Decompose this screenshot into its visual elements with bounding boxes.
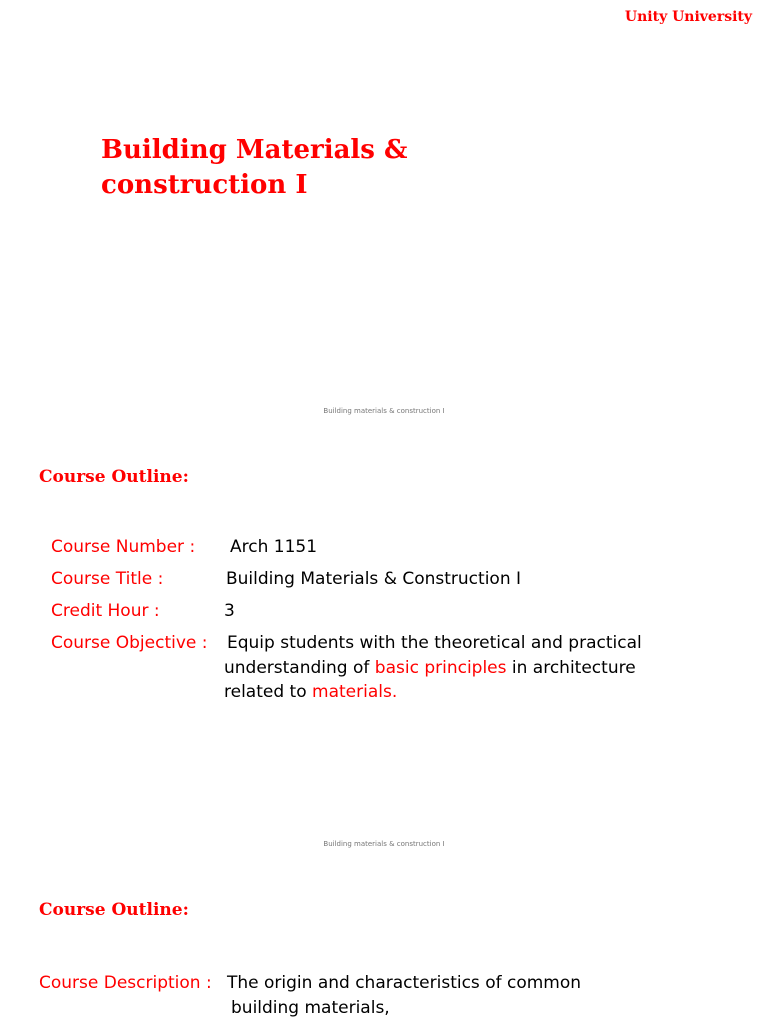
course-objective-line-3 xyxy=(224,682,397,702)
objective-text: in architecture xyxy=(506,658,636,678)
title-line-2: construction I xyxy=(101,170,308,200)
course-description-line-2: building materials, xyxy=(231,998,390,1018)
highlight-basic-principles: basic principles xyxy=(374,658,507,678)
course-title-value: Building Materials & Construction I xyxy=(226,569,522,589)
highlight-materials: materials. xyxy=(312,682,398,702)
course-description-label: Course Description : xyxy=(39,973,212,993)
objective-text: understanding of xyxy=(224,658,375,678)
objective-text: related to xyxy=(224,682,313,702)
course-objective-line-1: Equip students with the theoretical and practical xyxy=(227,633,642,653)
credit-hour-label: Credit Hour : xyxy=(51,601,160,621)
page-title xyxy=(101,133,407,203)
title-line-1: Building Materials & xyxy=(101,135,408,165)
slide-footer-1: Building materials & construction I xyxy=(323,407,445,415)
course-number-value: Arch 1151 xyxy=(230,537,318,557)
credit-hour-value: 3 xyxy=(224,601,235,621)
course-description-line-1: The origin and characteristics of common xyxy=(227,973,582,993)
section-heading-course-outline: Course Outline: xyxy=(39,467,189,487)
course-number-label: Course Number : xyxy=(51,537,196,557)
university-name: Unity University xyxy=(624,9,752,25)
slide-footer-2: Building materials & construction I xyxy=(323,840,445,848)
course-objective-line-2 xyxy=(224,658,636,678)
course-objective-label: Course Objective : xyxy=(51,633,208,653)
course-title-label: Course Title : xyxy=(51,569,164,589)
section-heading-course-outline-2: Course Outline: xyxy=(39,900,189,920)
